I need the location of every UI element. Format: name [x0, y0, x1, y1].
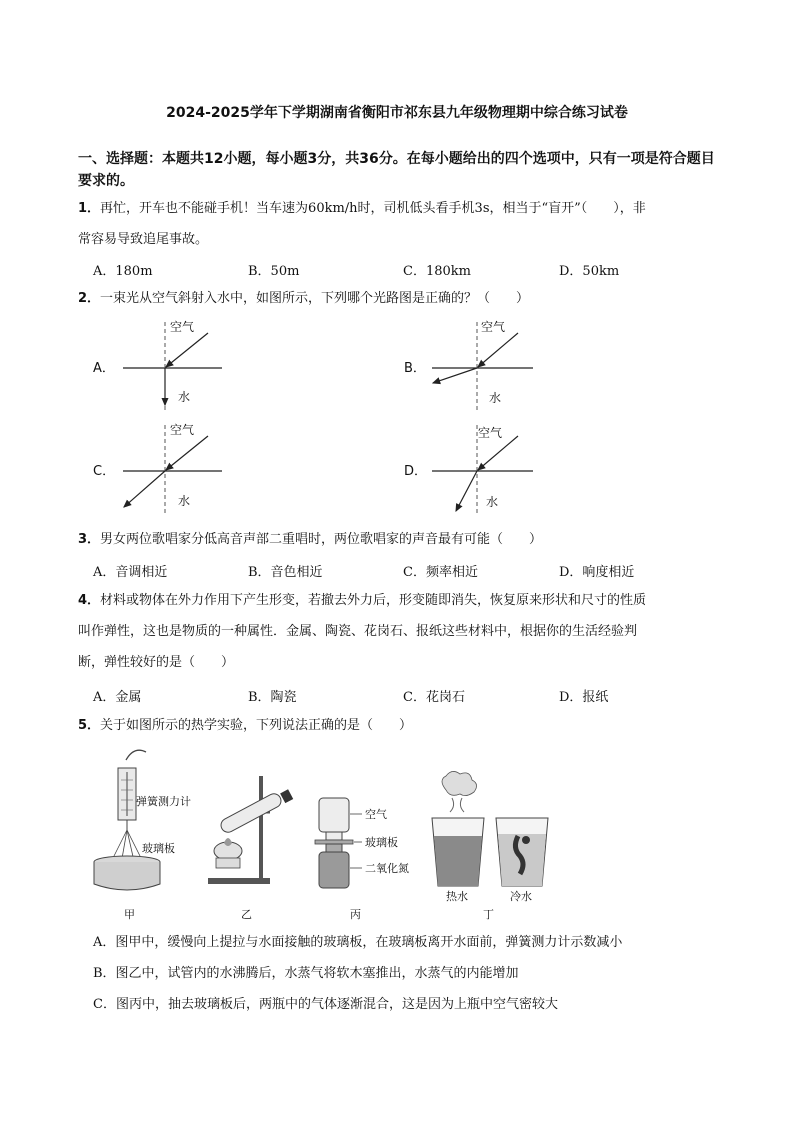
- option-d[interactable]: D．报纸: [559, 690, 609, 705]
- option-a[interactable]: A．180m: [93, 264, 153, 279]
- exam-title: 2024-2025学年下学期湖南省衡阳市祁东县九年级物理期中综合练习试卷: [166, 105, 628, 121]
- caption-bing: 丙: [350, 908, 361, 921]
- spring-scale-label: 弹簧测力计: [136, 795, 191, 808]
- water-label: 水: [178, 494, 191, 508]
- option-c[interactable]: C．频率相近: [403, 565, 478, 580]
- question-text: 再忙，开车也不能碰手机！当车速为60km/h时，司机低头看手机3s，相当于“盲开”（ ），非: [100, 201, 646, 216]
- option-a[interactable]: A．图甲中，缓慢向上提拉与水面接触的玻璃板，在玻璃板离开水面前，弹簧测力计示数减小: [93, 935, 623, 950]
- air-label: 空气: [478, 426, 503, 440]
- question-4-line-2: 叫作弹性，这也是物质的一种属性．金属、陶瓷、花岗石、报纸这些材料中，根据你的生活经验判: [78, 624, 638, 639]
- figure-ding: [432, 771, 548, 921]
- question-text: 一束光从空气斜射入水中，如图所示，下列哪个光路图是正确的？（ ）: [100, 291, 530, 306]
- option-b[interactable]: B．音色相近: [248, 565, 323, 580]
- glass-plate-label: 玻璃板: [365, 836, 398, 849]
- air-label: 空气: [170, 423, 195, 437]
- water-label: 水: [486, 495, 499, 509]
- option-a[interactable]: A．音调相近: [93, 565, 168, 580]
- option-c-label: C．: [93, 464, 116, 479]
- caption-yi: 乙: [241, 908, 252, 921]
- question-1-line-2: 常容易导致追尾事故。: [78, 232, 209, 247]
- caption-jia: 甲: [124, 908, 135, 921]
- option-b[interactable]: B．陶瓷: [248, 690, 297, 705]
- question-text: 男女两位歌唱家分低高音声部二重唱时，两位歌唱家的声音最有可能（ ）: [100, 532, 543, 547]
- cold-water-label: 冷水: [510, 890, 532, 903]
- glass-plate-label: 玻璃板: [142, 842, 175, 855]
- question-text: 关于如图所示的热学实验，下列说法正确的是（ ）: [100, 718, 413, 733]
- option-b[interactable]: B．50m: [248, 264, 300, 279]
- option-c[interactable]: C．180km: [403, 264, 471, 279]
- question-number: 2．: [78, 291, 101, 306]
- caption-ding: 丁: [483, 908, 494, 921]
- figure-yi: [208, 776, 293, 921]
- air-label: 空气: [365, 808, 387, 821]
- question-text: 材料或物体在外力作用下产生形变，若撤去外力后，形变随即消失，恢复原来形状和尺寸的性质: [100, 593, 647, 608]
- question-5-options: [93, 927, 733, 1020]
- option-b[interactable]: B．图乙中，试管内的水沸腾后，水蒸气将软木塞推出，水蒸气的内能增加: [93, 966, 519, 981]
- hot-water-label: 热水: [446, 890, 468, 903]
- question-4-line-3: 断，弹性较好的是（ ）: [78, 655, 235, 670]
- water-label: 水: [178, 390, 191, 404]
- water-label: 水: [489, 391, 502, 405]
- question-number: 1．: [78, 201, 101, 216]
- air-label: 空气: [170, 320, 195, 334]
- option-a-label: A．: [93, 361, 115, 376]
- question-number: 3．: [78, 532, 101, 547]
- figure-bing: [315, 798, 409, 921]
- question-number: 4．: [78, 593, 101, 608]
- option-c[interactable]: C．图丙中，抽去玻璃板后，两瓶中的气体逐渐混合，这是因为上瓶中空气密较大: [93, 997, 558, 1012]
- section-heading: 一、选择题：本题共12小题，每小题3分，共36分。在每小题给出的四个选项中，只有一项是符合题目要求的。: [78, 151, 715, 189]
- option-c[interactable]: C．花岗石: [403, 690, 465, 705]
- option-d-label: D．: [404, 464, 428, 479]
- option-d[interactable]: D．响度相近: [559, 565, 635, 580]
- option-d[interactable]: D．50km: [559, 264, 620, 279]
- option-b-label: B．: [404, 361, 426, 376]
- question-number: 5．: [78, 718, 101, 733]
- figure-jia: [94, 750, 191, 921]
- option-a[interactable]: A．金属: [93, 690, 142, 705]
- no2-label: 二氧化氮: [365, 862, 409, 875]
- air-label: 空气: [481, 320, 506, 334]
